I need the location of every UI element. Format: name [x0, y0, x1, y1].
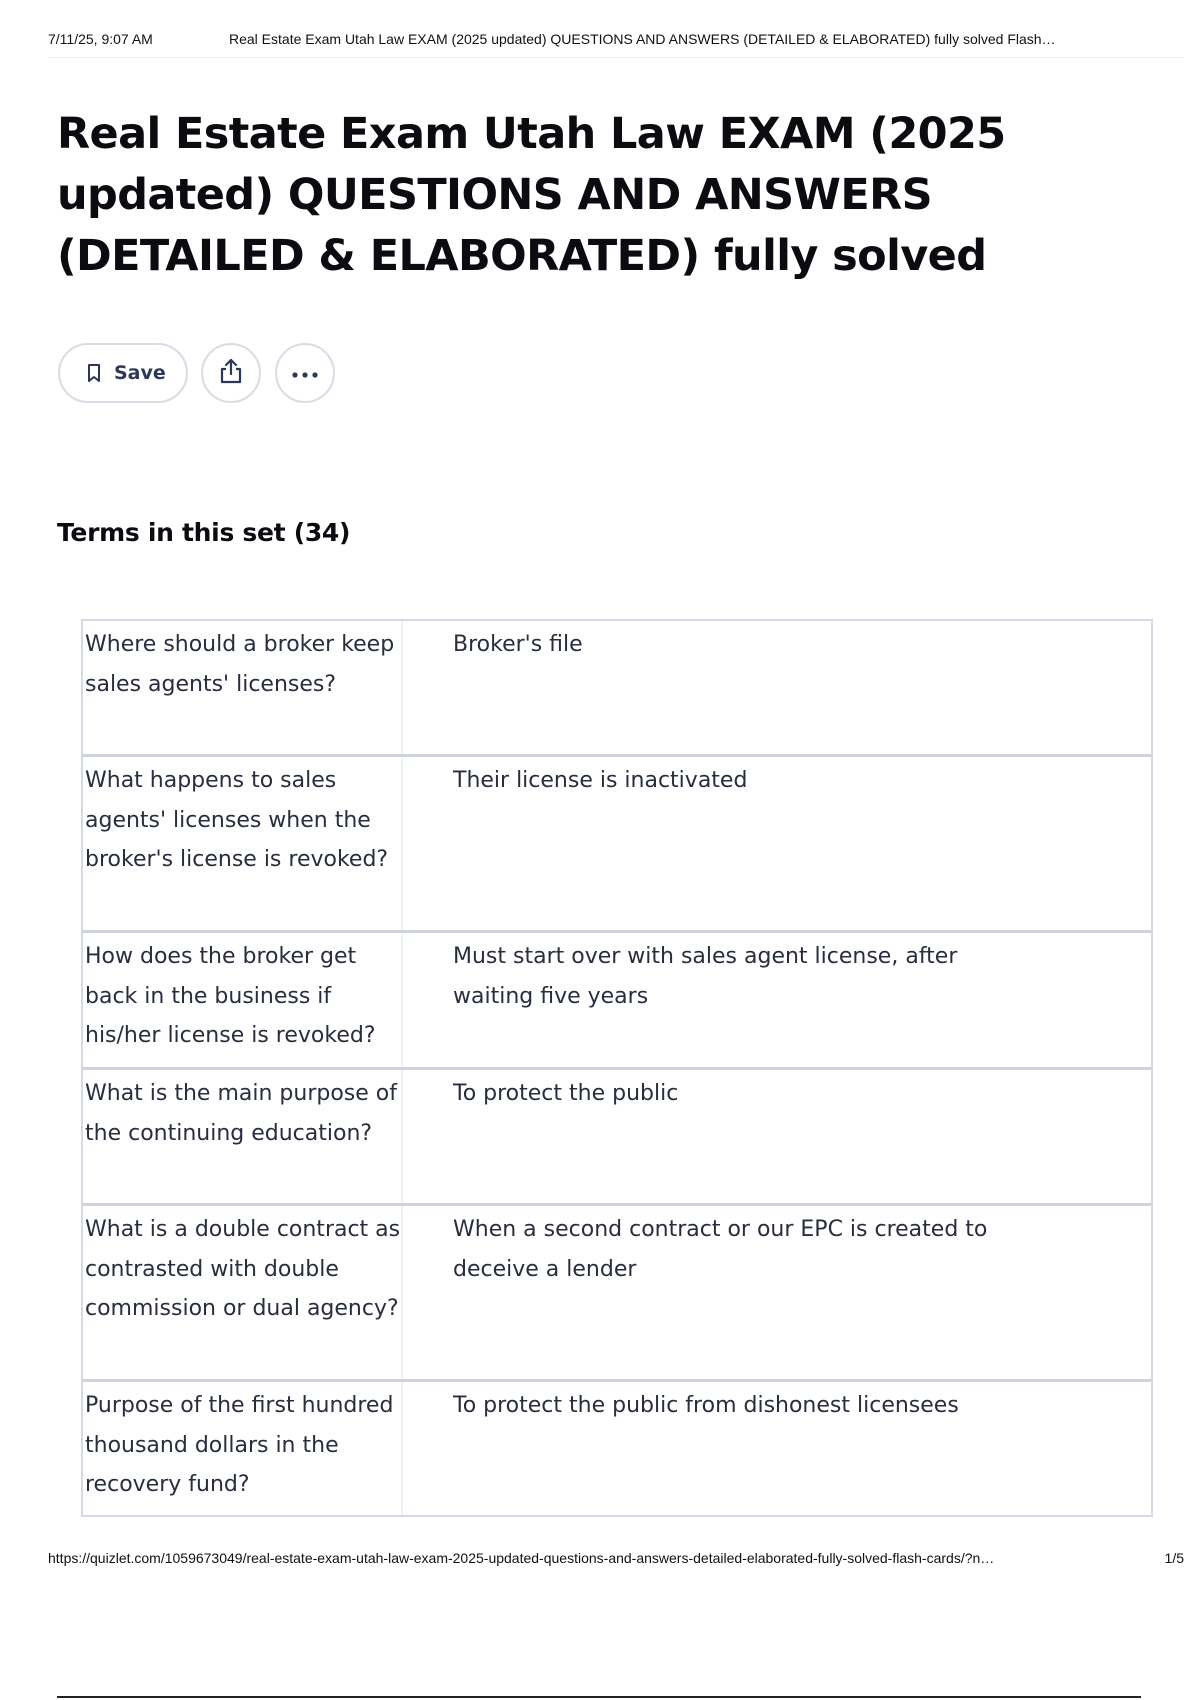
term-answer: Broker's file [453, 632, 583, 657]
term-row [83, 1070, 1151, 1206]
header-divider [48, 57, 1184, 58]
more-options-button[interactable] [275, 343, 335, 403]
term-answer: Their license is inactivated [453, 768, 748, 793]
print-timestamp: 7/11/25, 9:07 AM [48, 31, 153, 47]
term-row [83, 757, 1151, 933]
print-header [48, 31, 1184, 51]
terms-list [81, 619, 1153, 1517]
print-document-title: Real Estate Exam Utah Law EXAM (2025 updated) QUESTIONS AND ANSWERS (DETAILED & ELABORATED) fully solved Flash… [229, 31, 1056, 47]
term-question: Where should a broker keep sales agents' licenses? [83, 621, 403, 754]
term-question: What is the main purpose of the continuing education? [83, 1070, 403, 1203]
term-question: What happens to sales agents' licenses when the broker's license is revoked? [83, 757, 403, 930]
term-question: How does the broker get back in the business if his/her license is revoked? [83, 933, 403, 1067]
term-row [83, 1206, 1151, 1382]
bookmark-icon [86, 363, 102, 383]
term-row [83, 621, 1151, 757]
term-row [83, 933, 1151, 1070]
page-bottom-divider [57, 1696, 1141, 1698]
term-question: What is a double contract as contrasted with double commission or dual agency? [83, 1206, 403, 1379]
more-horizontal-icon [291, 364, 319, 383]
term-row [83, 1382, 1151, 1515]
save-button[interactable] [58, 343, 188, 403]
term-answer: To protect the public [453, 1081, 679, 1106]
save-button-label: Save [114, 362, 166, 384]
share-button[interactable] [201, 343, 261, 403]
print-footer [48, 1550, 1184, 1570]
terms-heading: Terms in this set (34) [57, 518, 351, 547]
share-icon [218, 357, 244, 389]
page-title: Real Estate Exam Utah Law EXAM (2025 updated) QUESTIONS AND ANSWERS (DETAILED & ELABORATED) fully solved [57, 109, 1006, 281]
print-url: https://quizlet.com/1059673049/real-estate-exam-utah-law-exam-2025-updated-questions-and-answers-detailed-elaborated-fully-solved-flash-cards/?n… [48, 1550, 995, 1566]
term-answer: When a second contract or our EPC is created to deceive a lender [453, 1217, 988, 1282]
set-actions [58, 343, 335, 403]
term-question: Purpose of the first hundred thousand dollars in the recovery fund? [83, 1382, 403, 1515]
term-answer: To protect the public from dishonest licensees [453, 1393, 959, 1418]
term-answer: Must start over with sales agent license, after waiting five years [453, 944, 958, 1009]
page-number: 1/5 [1164, 1550, 1184, 1566]
